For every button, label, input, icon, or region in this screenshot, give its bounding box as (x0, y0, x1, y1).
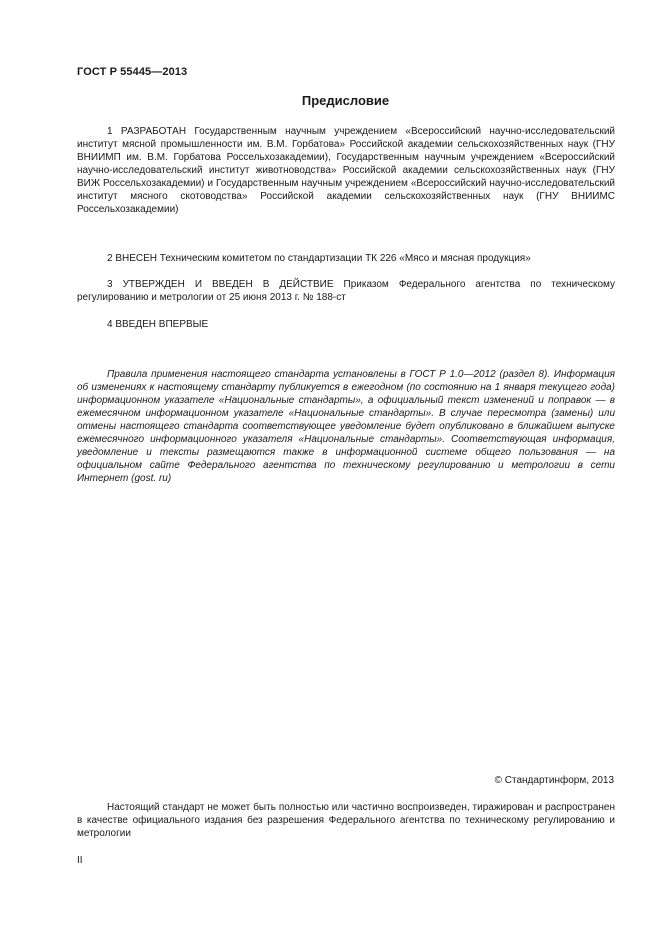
section-developed-by: 1 РАЗРАБОТАН Государственным научным учреждением «Всероссийский научно-исследовательский институт мясной промышленности им. В.М. Горбатова» Российской академии сельскохозяйственных наук (ГНУ ВНИИМП им. В.М. Горбатова Россельхозакадемии), Государственным научным учреждением «Всероссийский научно-исследовательский институт животноводства» Российской академии сельскохозяйственных наук (ГНУ ВИЖ Россельхозакадемии) и Государственным научным учреждением «Всероссийский научно-исследовательский институт мясного скотоводства» Российской академии сельскохозяйственных наук (ГНУ ВНИИМС Россельхозакадемии) (77, 126, 615, 215)
reproduction-notice: Настоящий стандарт не может быть полностью или частично воспроизведен, тиражирован и распространен в качестве официального издания без разрешения Федерального агентства по техническому регулированию и метрологии (77, 802, 615, 839)
page-number: II (77, 855, 83, 866)
document-code-header: ГОСТ Р 55445—2013 (77, 66, 188, 78)
section-introduced-by: 2 ВНЕСЕН Техническим комитетом по стандартизации ТК 226 «Мясо и мясная продукция» (107, 253, 531, 264)
section-first-introduced: 4 ВВЕДЕН ВПЕРВЫЕ (107, 319, 209, 330)
application-rules-note: Правила применения настоящего стандарта установлены в ГОСТ Р 1.0—2012 (раздел 8). Информация об изменениях к настоящему стандарту публикуется в ежегодном (по состоянию на 1 января текущего года) информационном указателе «Национальные стандарты», а официальный текст изменений и поправок — в ежемесячном информационном указателе «Национальные стандарты». В случае пересмотра (замены) или отмены настоящего стандарта соответствующее уведомление будет опубликовано в ближайшем выпуске ежемесячного информационного указателя «Национальные стандарты». Соответствующая информация, уведомление и тексты размещаются также в информационной системе общего пользования — на официальном сайте Федерального агентства по техническому регулированию и метрологии в сети Интернет (gost. ru) (77, 369, 615, 484)
section-approved: 3 УТВЕРЖДЕН И ВВЕДЕН В ДЕЙСТВИЕ Приказом Федерального агентства по техническому регулированию и метрологии от 25 июня 2013 г. № 188-ст (77, 279, 615, 303)
page-title: Предисловие (301, 93, 390, 108)
copyright-line: © Стандартинформ, 2013 (494, 775, 614, 786)
